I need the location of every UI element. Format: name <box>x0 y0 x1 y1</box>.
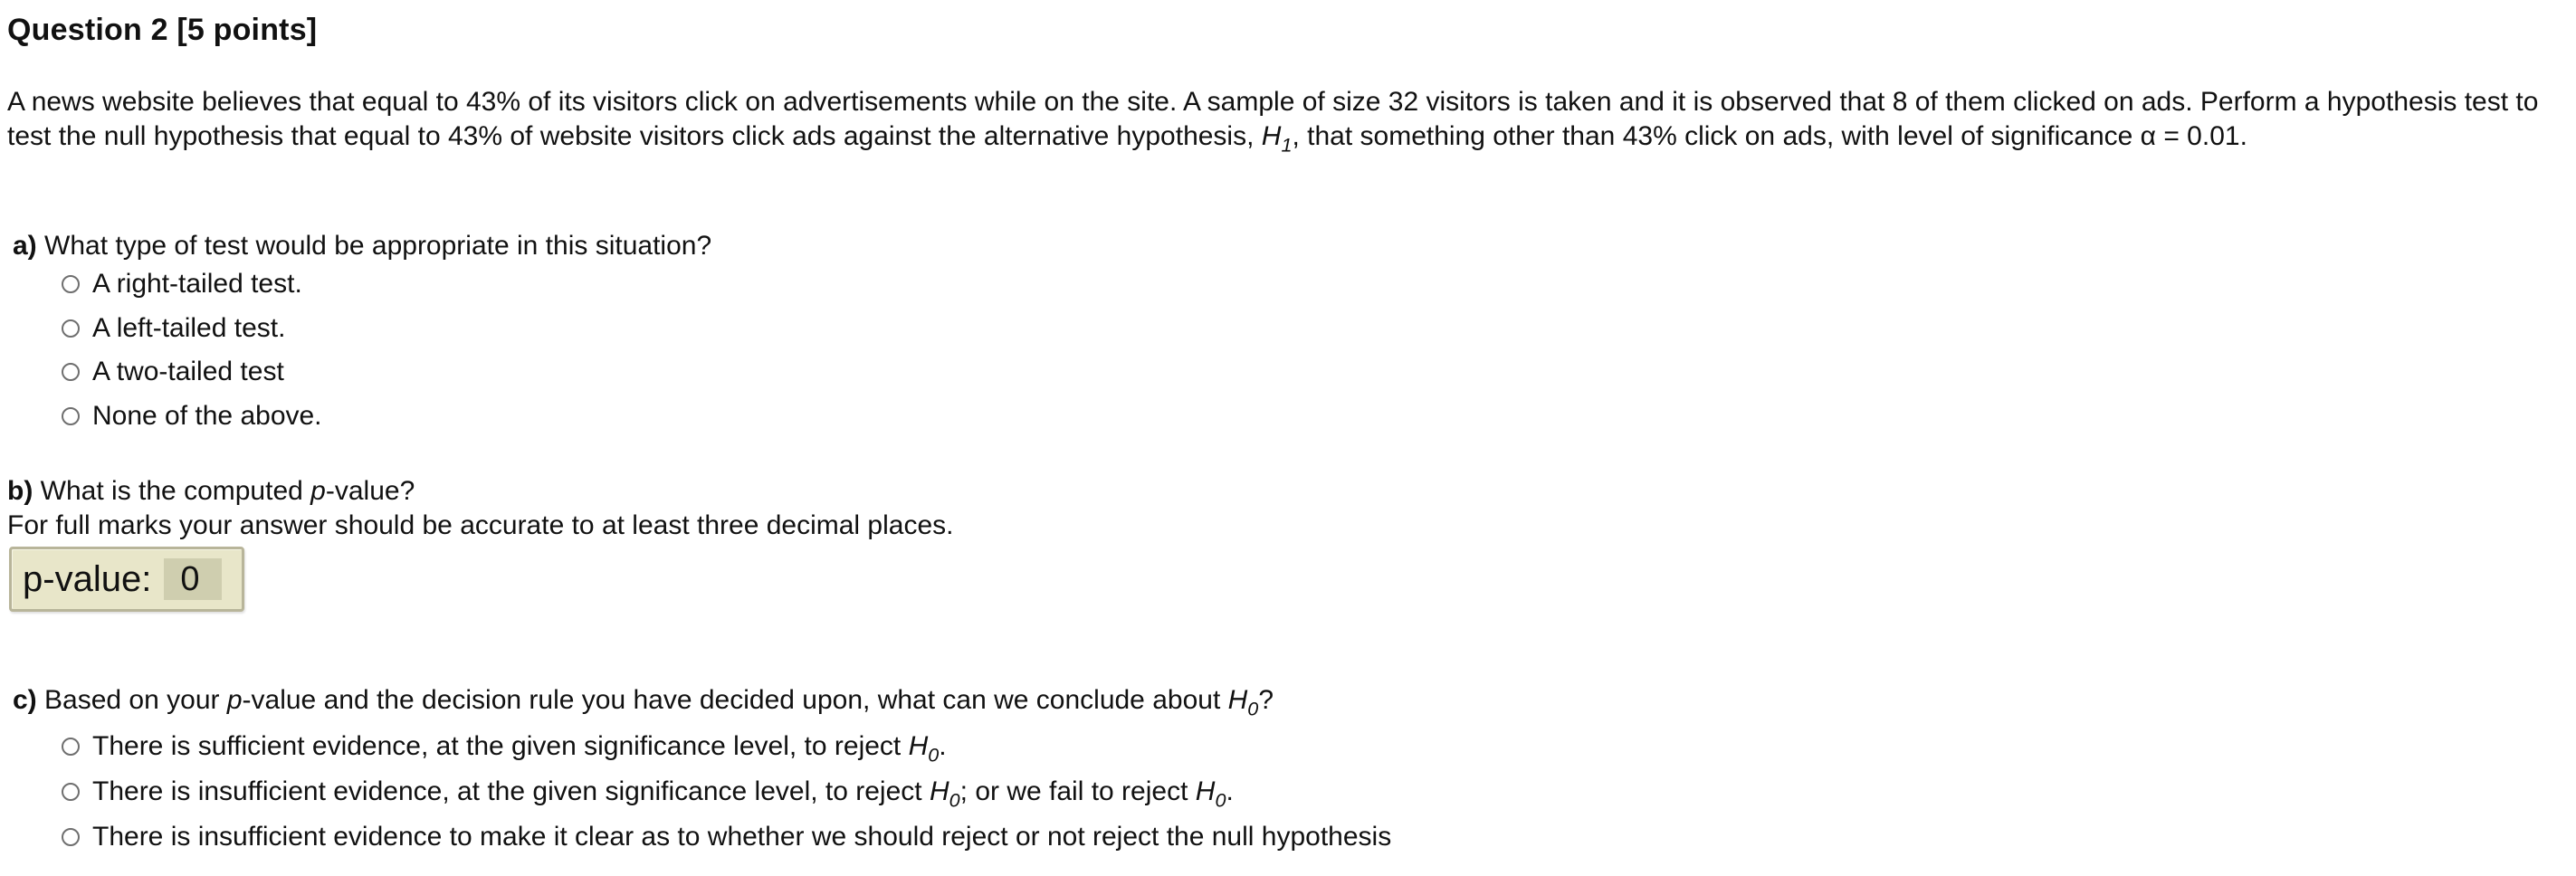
radio-button[interactable] <box>62 783 80 801</box>
p-value-label: p-value: <box>23 558 152 599</box>
option-reject-h0[interactable] <box>62 724 1391 769</box>
option-two-tailed[interactable] <box>62 350 322 395</box>
radio-button[interactable] <box>62 828 80 846</box>
radio-button[interactable] <box>62 319 80 338</box>
radio-button[interactable] <box>62 738 80 756</box>
option-none[interactable] <box>62 395 322 439</box>
option-label: A left-tailed test. <box>92 312 286 343</box>
radio-button[interactable] <box>62 363 80 381</box>
p-value-input[interactable] <box>164 558 222 600</box>
question-title: Question 2 [5 points] <box>7 13 318 47</box>
option-unclear[interactable] <box>62 814 1391 860</box>
part-b-label: b) <box>7 476 33 506</box>
h1-symbol: $H_1$ <box>1261 121 1293 157</box>
option-fail-to-reject-h0[interactable] <box>62 769 1391 814</box>
part-c-options <box>62 724 1391 860</box>
part-a-question: What type of test would be appropriate in this situation? <box>44 231 712 261</box>
option-right-tailed[interactable] <box>62 262 322 307</box>
part-b-note: For full marks your answer should be accurate to at least three decimal places. <box>7 510 954 540</box>
option-label: There is insufficient evidence, at the given significance level, to reject $H_0$; or we fail to reject $H_0$. <box>92 776 1234 812</box>
option-label: A right-tailed test. <box>92 269 302 300</box>
option-label: A two-tailed test <box>92 357 284 387</box>
part-a-options <box>62 262 322 438</box>
part-c-label: c) <box>13 685 37 715</box>
part-a-prompt <box>13 229 711 263</box>
p-value-answer-box <box>9 547 244 612</box>
part-b-prompt: b) What is the computed p-value? <box>7 476 415 506</box>
option-label: There is insufficient evidence to make it clear as to whether we should reject or not reject the null hypothesis <box>92 822 1392 852</box>
question-stem <box>7 85 2560 157</box>
option-left-tailed[interactable] <box>62 307 322 351</box>
part-a-label: a) <box>13 231 37 261</box>
radio-button[interactable] <box>62 275 80 293</box>
option-label: None of the above. <box>92 400 322 431</box>
h0-symbol: $H_0$ <box>1227 685 1259 720</box>
part-c-prompt: c) Based on your p-value and the decision rule you have decided upon, what can we conclude about $H_0$? <box>13 685 1274 720</box>
stem-tail: , that something other than 43% click on ads, with level of significance α = 0.01. <box>1292 121 2247 151</box>
option-label: There is sufficient evidence, at the given significance level, to reject $H_0$. <box>92 731 947 766</box>
radio-button[interactable] <box>62 407 80 425</box>
stem-text: A news website believes that equal to 43% of its visitors click on advertisements while on the site. A sample of size 32 visitors is taken and it is observed that 8 of them clicked on ads. Perform a hypothesis test to test the null hypothesis that equal to 43% of website visitors click ads against the alternative hypothesis, <box>7 87 2539 151</box>
